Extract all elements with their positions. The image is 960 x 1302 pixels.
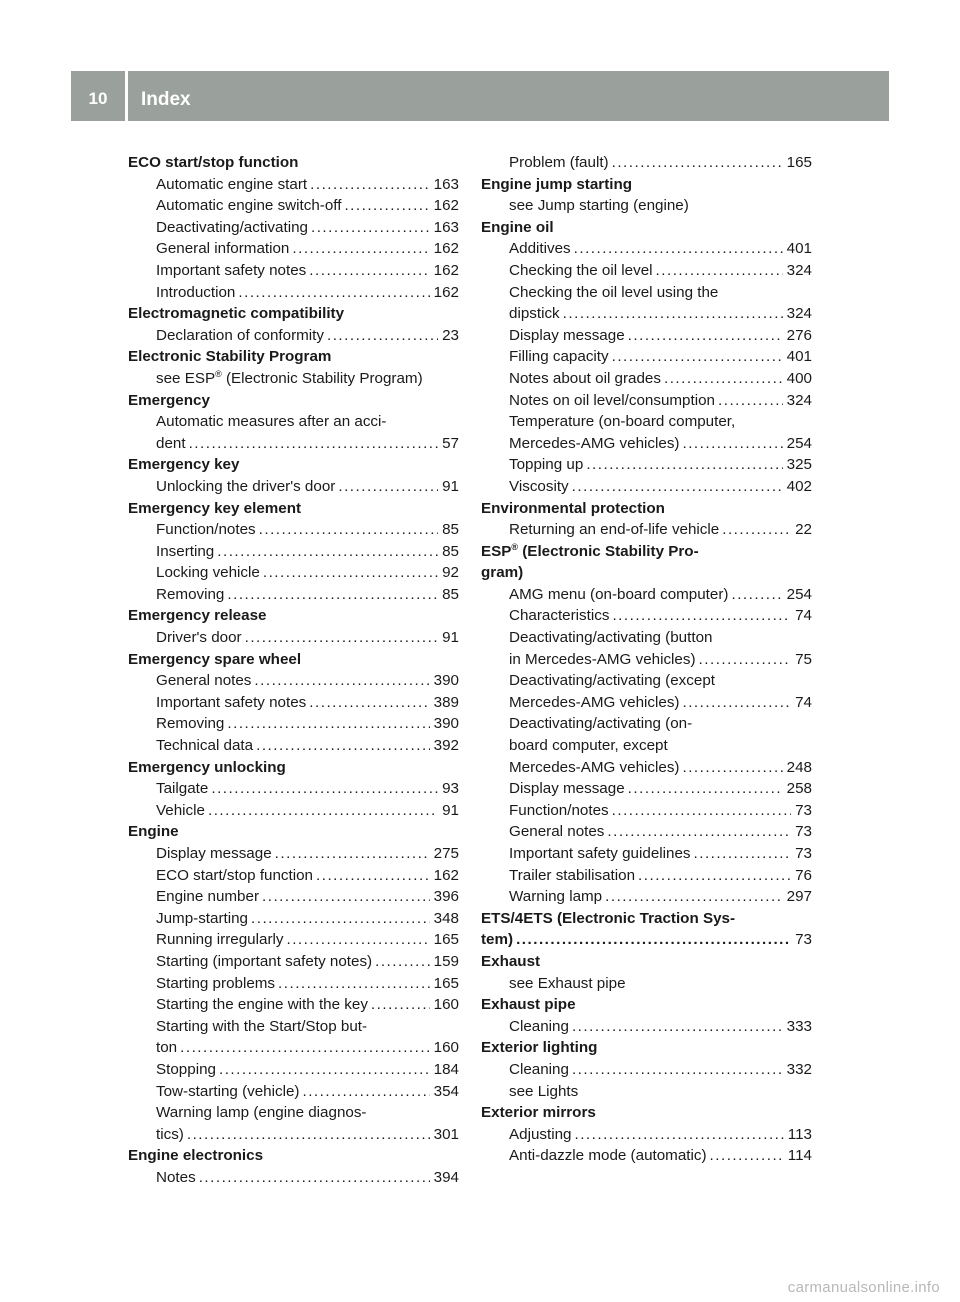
index-heading: Engine bbox=[128, 823, 179, 841]
index-entry[interactable] bbox=[128, 778, 459, 800]
entry-label: Mercedes-AMG vehicles) bbox=[509, 434, 680, 452]
page-ref: 93 bbox=[442, 780, 459, 798]
entry-label: General information bbox=[156, 240, 290, 258]
page-ref: 400 bbox=[786, 369, 812, 387]
index-entry[interactable] bbox=[481, 303, 812, 325]
page-ref: 389 bbox=[433, 693, 459, 711]
entry-line: Deactivating/activating (button bbox=[509, 629, 713, 647]
page-ref: 332 bbox=[786, 1060, 812, 1078]
page-ref: 297 bbox=[786, 888, 812, 906]
entry-label: Important safety guidelines bbox=[509, 845, 691, 862]
page-ref: 22 bbox=[795, 521, 812, 539]
index-entry[interactable] bbox=[128, 973, 459, 995]
dot-leader bbox=[682, 692, 791, 714]
dot-leader bbox=[612, 800, 791, 822]
entry-label: Inserting bbox=[156, 542, 215, 560]
dot-leader bbox=[694, 843, 792, 865]
dot-leader bbox=[574, 238, 783, 260]
page-ref: 333 bbox=[786, 1017, 812, 1035]
entry-label: Function/notes bbox=[509, 801, 609, 819]
entry-label: Driver's door bbox=[156, 629, 242, 647]
index-entry[interactable] bbox=[481, 649, 812, 671]
entry-label: Viscosity bbox=[509, 477, 569, 495]
entry-label: Returning an end-of-life vehicle bbox=[509, 521, 720, 539]
dot-leader bbox=[311, 217, 430, 239]
entry-label: Tailgate bbox=[156, 780, 209, 798]
dot-leader bbox=[607, 821, 791, 843]
dot-leader bbox=[718, 390, 783, 412]
entry-label: Cleaning bbox=[509, 1060, 569, 1078]
dot-leader bbox=[563, 303, 783, 325]
entry-label: General notes bbox=[509, 823, 605, 841]
index-entry[interactable] bbox=[128, 670, 459, 692]
entry-label: General notes bbox=[156, 672, 252, 690]
page-title: Index bbox=[141, 89, 191, 110]
index-entry[interactable] bbox=[481, 757, 812, 779]
index-heading: Engine electronics bbox=[128, 1147, 264, 1165]
page-ref: 163 bbox=[433, 175, 459, 193]
entry-label: in Mercedes-AMG vehicles) bbox=[509, 650, 696, 668]
page-ref: 324 bbox=[786, 305, 812, 323]
dot-leader bbox=[656, 260, 783, 282]
page-ref: 163 bbox=[433, 218, 459, 236]
entry-label: Display message bbox=[509, 780, 625, 798]
entry-line: Deactivating/activating (except bbox=[509, 672, 715, 690]
index-entry: see Lights bbox=[509, 1082, 579, 1100]
index-entry[interactable] bbox=[481, 843, 812, 865]
index-entry[interactable] bbox=[481, 390, 812, 412]
page-ref: 354 bbox=[433, 1082, 459, 1100]
index-entry[interactable] bbox=[481, 605, 812, 627]
dot-leader bbox=[208, 800, 438, 822]
page-ref: 91 bbox=[442, 477, 459, 495]
index-entry[interactable] bbox=[128, 541, 459, 563]
dot-leader bbox=[211, 778, 438, 800]
index-entry[interactable] bbox=[128, 238, 459, 260]
page-ref: 159 bbox=[433, 952, 459, 970]
entry-label: Display message bbox=[509, 326, 625, 344]
entry-label: Checking the oil level bbox=[509, 261, 653, 279]
page-ref: 324 bbox=[786, 391, 812, 409]
index-entry[interactable] bbox=[128, 584, 459, 606]
page-ref: 276 bbox=[786, 326, 812, 344]
index-entry[interactable] bbox=[481, 325, 812, 347]
page-ref: 162 bbox=[433, 261, 459, 279]
index-entry[interactable] bbox=[128, 282, 459, 304]
entry-label: Characteristics bbox=[509, 607, 610, 625]
registered-mark: ® bbox=[215, 368, 222, 379]
index-entry[interactable] bbox=[128, 865, 459, 887]
index-heading: ECO start/stop function bbox=[128, 154, 299, 171]
dot-leader bbox=[309, 692, 429, 714]
index-entry[interactable] bbox=[128, 260, 459, 282]
dot-leader bbox=[572, 1059, 783, 1081]
entry-label: Anti-dazzle mode (automatic) bbox=[509, 1147, 707, 1165]
entry-label: Notes bbox=[156, 1168, 196, 1186]
entry-label: Notes about oil grades bbox=[509, 369, 661, 387]
index-entry[interactable] bbox=[481, 1145, 812, 1167]
index-heading: Emergency key bbox=[128, 456, 240, 474]
dot-leader bbox=[572, 1016, 783, 1038]
index-entry[interactable] bbox=[128, 886, 459, 908]
dot-leader bbox=[612, 605, 791, 627]
dot-leader bbox=[516, 929, 791, 951]
dot-leader bbox=[238, 282, 429, 304]
page-ref: 184 bbox=[433, 1060, 459, 1078]
page-ref: 85 bbox=[442, 585, 459, 603]
index-heading: ETS/4ETS (Electronic Traction Sys- bbox=[481, 909, 736, 927]
watermark: carmanualsonline.info bbox=[787, 1279, 940, 1296]
page-ref: 254 bbox=[786, 434, 812, 452]
page-ref: 165 bbox=[433, 931, 459, 949]
dot-leader bbox=[217, 541, 438, 563]
entry-label: Mercedes-AMG vehicles) bbox=[509, 693, 680, 711]
entry-line: Warning lamp (engine diagnos- bbox=[156, 1104, 367, 1122]
index-entry[interactable] bbox=[128, 735, 459, 757]
dot-leader bbox=[187, 1124, 430, 1146]
page-ref: 74 bbox=[795, 607, 812, 625]
page-ref: 401 bbox=[786, 240, 812, 258]
entry-label: Important safety notes bbox=[156, 261, 307, 279]
page-ref: 275 bbox=[433, 845, 459, 862]
entry-label: Automatic engine start bbox=[156, 175, 308, 193]
index-entry[interactable] bbox=[128, 929, 459, 951]
dot-leader bbox=[180, 1037, 430, 1059]
entry-line: Automatic measures after an acci- bbox=[156, 413, 387, 431]
dot-leader bbox=[199, 1167, 430, 1189]
page-ref: 258 bbox=[786, 780, 812, 798]
entry-label: ECO start/stop function bbox=[156, 866, 314, 884]
page-ref: 91 bbox=[442, 801, 459, 819]
page-ref: 401 bbox=[786, 348, 812, 366]
index-entry[interactable] bbox=[128, 433, 459, 455]
page-ref: 113 bbox=[787, 1125, 812, 1143]
entry-label: Starting the engine with the key bbox=[156, 996, 368, 1014]
index-entry[interactable] bbox=[481, 152, 812, 174]
index-entry[interactable] bbox=[481, 800, 812, 822]
index-entry[interactable] bbox=[481, 433, 812, 455]
dot-leader bbox=[628, 778, 783, 800]
registered-mark: ® bbox=[511, 541, 519, 552]
index-entry[interactable] bbox=[481, 778, 812, 800]
dot-leader bbox=[254, 670, 429, 692]
index-heading: Engine oil bbox=[481, 218, 554, 236]
index-entry[interactable] bbox=[481, 454, 812, 476]
entry-label: dent bbox=[156, 434, 186, 452]
dot-leader bbox=[375, 951, 430, 973]
entry-label: Technical data bbox=[156, 737, 254, 755]
index-heading: Exterior mirrors bbox=[481, 1104, 596, 1122]
index-entry[interactable] bbox=[481, 476, 812, 498]
index-entry[interactable] bbox=[128, 627, 459, 649]
entry-label: Filling capacity bbox=[509, 348, 609, 366]
index-heading: Emergency key element bbox=[128, 499, 302, 517]
dot-leader bbox=[262, 886, 430, 908]
dot-leader bbox=[638, 865, 791, 887]
page-ref: 23 bbox=[442, 326, 459, 344]
index-entry[interactable] bbox=[128, 692, 459, 714]
page-ref: 160 bbox=[433, 996, 459, 1014]
page-ref: 162 bbox=[433, 283, 459, 301]
page-ref: 348 bbox=[433, 909, 459, 927]
dot-leader bbox=[278, 973, 430, 995]
dot-leader bbox=[245, 627, 438, 649]
dot-leader bbox=[189, 433, 439, 455]
entry-label: AMG menu (on-board computer) bbox=[509, 585, 729, 603]
dot-leader bbox=[574, 1124, 783, 1146]
index-entry[interactable] bbox=[128, 325, 459, 347]
entry-label: Warning lamp bbox=[509, 888, 603, 906]
dot-leader bbox=[338, 476, 438, 498]
index-entry[interactable] bbox=[128, 994, 459, 1016]
entry-label: Deactivating/activating bbox=[156, 218, 308, 236]
index-entry[interactable] bbox=[128, 908, 459, 930]
index-entry[interactable] bbox=[481, 238, 812, 260]
entry-label: dipstick bbox=[509, 305, 560, 323]
page-ref: 162 bbox=[433, 866, 459, 884]
index-entry[interactable] bbox=[481, 821, 812, 843]
dot-leader bbox=[286, 929, 429, 951]
page-ref: 162 bbox=[433, 240, 459, 258]
entry-label: Engine number bbox=[156, 888, 260, 906]
page-ref: 85 bbox=[442, 521, 459, 539]
page-ref: 85 bbox=[442, 542, 459, 560]
page-ref: 73 bbox=[795, 801, 812, 819]
page-ref: 92 bbox=[442, 564, 459, 582]
page-ref: 160 bbox=[433, 1039, 459, 1057]
index-entry[interactable] bbox=[128, 519, 459, 541]
entry-label: Problem (fault) bbox=[509, 154, 609, 171]
entry-label: Declaration of conformity bbox=[156, 326, 324, 344]
index-entry[interactable] bbox=[481, 865, 812, 887]
index-entry[interactable] bbox=[481, 1016, 812, 1038]
index-column-left bbox=[128, 152, 459, 1189]
entry-label: Notes on oil level/consumption bbox=[509, 391, 715, 409]
index-entry[interactable] bbox=[481, 346, 812, 368]
header-bar bbox=[71, 71, 889, 121]
index-entry[interactable] bbox=[128, 1059, 459, 1081]
entry-label: Adjusting bbox=[509, 1125, 572, 1143]
index-heading: Exterior lighting bbox=[481, 1039, 598, 1057]
entry-label: Jump-starting bbox=[156, 909, 249, 927]
index-entry[interactable] bbox=[128, 713, 459, 735]
entry-label: Function/notes bbox=[156, 521, 256, 539]
dot-leader bbox=[572, 476, 783, 498]
index-entry[interactable] bbox=[481, 368, 812, 390]
page-ref: 390 bbox=[433, 715, 459, 733]
page-ref: 394 bbox=[433, 1168, 459, 1186]
dot-leader bbox=[256, 735, 430, 757]
entry-label: Automatic engine switch-off bbox=[156, 197, 342, 215]
index-heading-row[interactable] bbox=[481, 929, 812, 951]
entry-label: Removing bbox=[156, 585, 225, 603]
index-entry[interactable] bbox=[481, 692, 812, 714]
entry-label: Cleaning bbox=[509, 1017, 569, 1035]
entry-label: Introduction bbox=[156, 283, 236, 301]
entry-label: Stopping bbox=[156, 1060, 216, 1078]
index-heading: Environmental protection bbox=[481, 499, 665, 517]
dot-leader bbox=[731, 584, 782, 606]
dot-leader bbox=[605, 886, 783, 908]
dot-leader bbox=[699, 649, 792, 671]
page-ref: 73 bbox=[795, 845, 812, 862]
index-entry[interactable] bbox=[128, 951, 459, 973]
page-ref: 75 bbox=[795, 650, 812, 668]
dot-leader bbox=[327, 325, 438, 347]
dot-leader bbox=[302, 1081, 429, 1103]
index-heading: Exhaust pipe bbox=[481, 996, 576, 1014]
dot-leader bbox=[309, 260, 429, 282]
entry-label: Starting problems bbox=[156, 974, 276, 992]
dot-leader bbox=[682, 757, 782, 779]
page-ref: 324 bbox=[786, 261, 812, 279]
dot-leader bbox=[344, 195, 429, 217]
index-heading: Emergency bbox=[128, 391, 210, 409]
page-number: 10 bbox=[88, 89, 108, 108]
index-heading: Exhaust bbox=[481, 952, 541, 970]
index-entry[interactable] bbox=[128, 1037, 459, 1059]
entry-label: ton bbox=[156, 1039, 178, 1057]
entry-label: Important safety notes bbox=[156, 693, 307, 711]
index-entry[interactable] bbox=[481, 584, 812, 606]
index-entry: see Jump starting (engine) bbox=[509, 197, 689, 215]
index-entry: see ESP® (Electronic Stability Program) bbox=[156, 368, 423, 387]
dot-leader bbox=[275, 843, 430, 865]
page-ref: 325 bbox=[786, 456, 812, 474]
index-column-right bbox=[481, 152, 812, 1167]
index-heading: Electronic Stability Program bbox=[128, 348, 332, 366]
index-entry[interactable] bbox=[481, 886, 812, 908]
page-ref: 73 bbox=[795, 931, 812, 949]
dot-leader bbox=[219, 1059, 430, 1081]
page-ref: 165 bbox=[433, 974, 459, 992]
index-entry[interactable] bbox=[481, 1059, 812, 1081]
page-ref: 114 bbox=[787, 1147, 812, 1165]
page-ref: 74 bbox=[795, 693, 812, 711]
entry-line: Checking the oil level using the bbox=[509, 283, 719, 301]
page-ref: 392 bbox=[433, 737, 459, 755]
entry-label: Display message bbox=[156, 845, 272, 862]
entry-label: Vehicle bbox=[156, 801, 205, 819]
index-entry: see Exhaust pipe bbox=[509, 974, 626, 992]
index-entry[interactable] bbox=[481, 1124, 812, 1146]
entry-label: Additives bbox=[509, 240, 571, 258]
page-ref: 254 bbox=[786, 585, 812, 603]
dot-leader bbox=[310, 174, 430, 196]
page-ref: 165 bbox=[786, 154, 812, 171]
index-entry[interactable] bbox=[481, 260, 812, 282]
dot-leader bbox=[292, 238, 429, 260]
dot-leader bbox=[251, 908, 430, 930]
dot-leader bbox=[664, 368, 783, 390]
index-entry[interactable] bbox=[128, 562, 459, 584]
index-entry[interactable] bbox=[481, 519, 812, 541]
page-ref: 162 bbox=[433, 197, 459, 215]
entry-label: tics) bbox=[156, 1125, 184, 1143]
index-heading: ESP® (Electronic Stability Pro- bbox=[481, 541, 699, 560]
index-heading: Emergency unlocking bbox=[128, 758, 286, 776]
page-ref: 73 bbox=[795, 823, 812, 841]
dot-leader bbox=[316, 865, 430, 887]
index-heading: Engine jump starting bbox=[481, 175, 633, 193]
index-entry[interactable] bbox=[128, 1167, 459, 1189]
page-ref: 57 bbox=[442, 434, 459, 452]
entry-label: tem) bbox=[481, 931, 514, 949]
page-ref: 248 bbox=[786, 758, 812, 776]
entry-label: Mercedes-AMG vehicles) bbox=[509, 758, 680, 776]
index-entry[interactable] bbox=[128, 476, 459, 498]
dot-leader bbox=[586, 454, 782, 476]
page-ref: 301 bbox=[433, 1125, 459, 1143]
index-entry[interactable] bbox=[128, 1081, 459, 1103]
entry-label: Locking vehicle bbox=[156, 564, 260, 582]
index-entry[interactable] bbox=[128, 195, 459, 217]
dot-leader bbox=[612, 346, 783, 368]
index-entry[interactable] bbox=[128, 1124, 459, 1146]
entry-line: board computer, except bbox=[509, 737, 668, 755]
page-ref: 76 bbox=[795, 866, 812, 884]
entry-label: Topping up bbox=[509, 456, 584, 474]
index-heading: Emergency spare wheel bbox=[128, 650, 302, 668]
index-heading: Electromagnetic compatibility bbox=[128, 305, 345, 323]
dot-leader bbox=[628, 325, 783, 347]
dot-leader bbox=[682, 433, 782, 455]
entry-label: Trailer stabilisation bbox=[509, 866, 636, 884]
index-entry[interactable] bbox=[128, 174, 459, 196]
entry-line: Deactivating/activating (on- bbox=[509, 715, 693, 733]
dot-leader bbox=[722, 519, 791, 541]
entry-line: Temperature (on-board computer, bbox=[509, 413, 736, 431]
entry-line: Starting with the Start/Stop but- bbox=[156, 1017, 368, 1035]
index-entry[interactable] bbox=[128, 843, 459, 865]
entry-label: Running irregularly bbox=[156, 931, 284, 949]
page-ref: 402 bbox=[786, 477, 812, 495]
entry-label: Unlocking the driver's door bbox=[156, 477, 336, 495]
index-entry[interactable] bbox=[128, 217, 459, 239]
dot-leader bbox=[227, 713, 429, 735]
entry-label: Removing bbox=[156, 715, 225, 733]
entry-label: Tow-starting (vehicle) bbox=[156, 1082, 300, 1100]
page-ref: 390 bbox=[433, 672, 459, 690]
entry-label: Starting (important safety notes) bbox=[156, 952, 373, 970]
dot-leader bbox=[710, 1145, 784, 1167]
dot-leader bbox=[259, 519, 438, 541]
index-entry[interactable] bbox=[128, 800, 459, 822]
page-ref: 396 bbox=[433, 888, 459, 906]
index-heading: Emergency release bbox=[128, 607, 267, 625]
dot-leader bbox=[263, 562, 438, 584]
page-ref: 91 bbox=[442, 629, 459, 647]
dot-leader bbox=[371, 994, 430, 1016]
index-heading-cont: gram) bbox=[481, 564, 524, 582]
dot-leader bbox=[227, 584, 438, 606]
dot-leader bbox=[612, 152, 783, 174]
header-divider bbox=[125, 71, 128, 121]
